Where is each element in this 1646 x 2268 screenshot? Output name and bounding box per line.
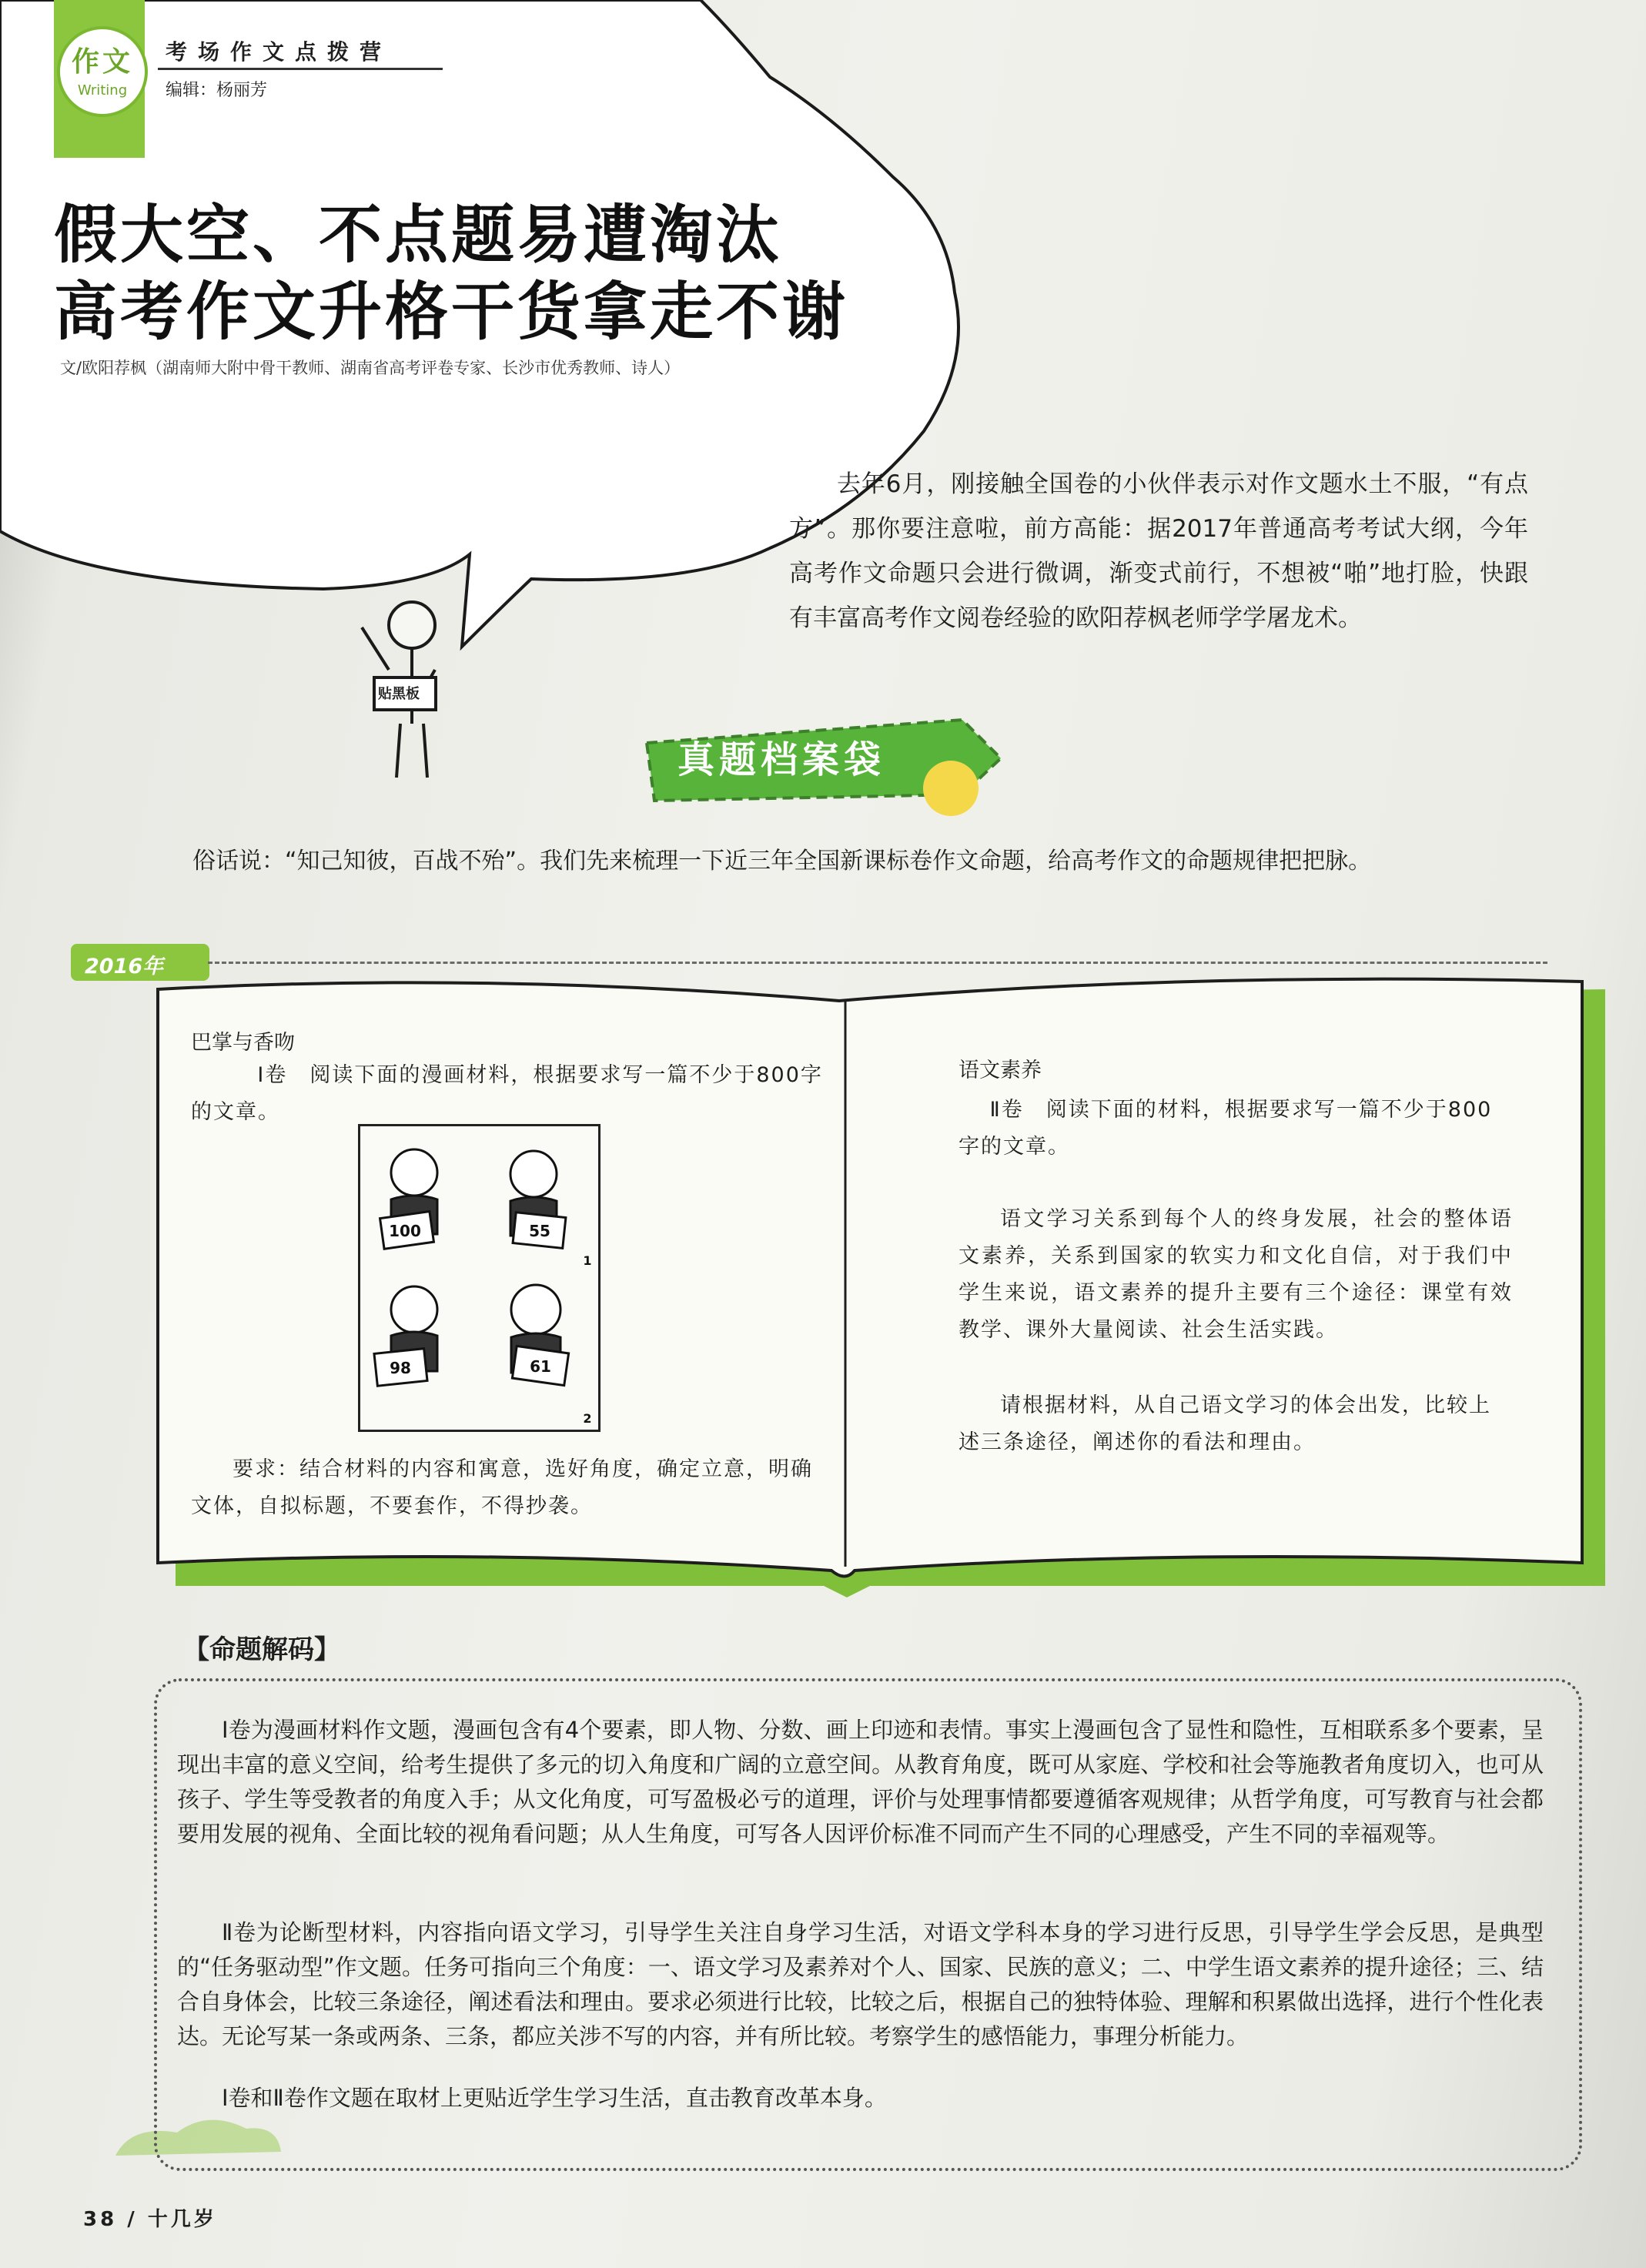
footer-slash: / [127, 2208, 148, 2231]
proverb-line: 俗话说：“知己知彼，百战不殆”。我们先来梳理一下近三年全国新课标卷作文命题，给高考作文的命题规律把把脉。 [192, 848, 1372, 875]
magazine-name: 十几岁 [147, 2208, 217, 2231]
comic-image [358, 1124, 601, 1432]
page-footer [83, 2203, 217, 2232]
page-number: 38 [83, 2208, 118, 2231]
comic-score-1: 100 [389, 1222, 421, 1240]
comic-score-3: 98 [390, 1359, 411, 1377]
analysis-paragraph-2: Ⅱ卷为论断型材料，内容指向语文学习，引导学生关注自身学习生活，对语文学科本身的学习进行反思，引导学生学会反思，是典型的“任务驱动型”作文题。任务可指向三个角度：一、语文学习及素养对个人、国家、民族的意义；二、中学生语文素养的提升途径；三、结合自身体会，比较三条途径，阐述看法和理由。要求必须进行比较，比较之后，根据自己的独特体验、理解和积累做出选择，进行个性化表达。无论写某一条或两条、三条，都应关涉不写的内容，并有所比较。考察学生的感悟能力，事理分析能力。 [177, 1919, 1544, 2049]
comic-number-1: 1 [583, 1253, 592, 1268]
badge-cn: 作文 [71, 46, 133, 78]
right-material: 语文学习关系到每个人的终身发展，社会的整体语文素养，关系到国家的软实力和文化自信，对于我们中学生来说，语文素养的提升主要有三个途径：课堂有效教学、课外大量阅读、社会生活实践。 [958, 1207, 1513, 1342]
comic-score-2: 55 [529, 1222, 550, 1240]
year-label: 2016年 [85, 955, 164, 978]
analysis-heading: 【命题解码】 [183, 1634, 340, 1665]
board-label: 贴黑板 [378, 686, 420, 702]
right-question: Ⅱ卷 阅读下面的材料，根据要求写一篇不少于800字的文章。 [958, 1098, 1493, 1159]
left-topic-title: 巴掌与香吻 [191, 1031, 295, 1055]
zuowen-badge [57, 26, 148, 117]
comic-drawing [360, 1126, 598, 1430]
year-divider [208, 962, 1547, 964]
column-name: 考场作文点拨营 [166, 39, 393, 65]
analysis-paragraph-3: Ⅰ卷和Ⅱ卷作文题在取材上更贴近学生学习生活，直击教育改革本身。 [222, 2085, 887, 2111]
intro-paragraph: 去年6月，刚接触全国卷的小伙伴表示对作文题水土不服，“有点方”。那你要注意啦，前方高能：据2017年普通高考考试大纲，今年高考作文命题只会进行微调，渐变式前行，不想被“啪”地打脸，快跟有丰富高考作文阅卷经验的欧阳荐枫老师学学屠龙术。 [789, 470, 1528, 632]
year-tag [71, 944, 209, 981]
comic-number-2: 2 [583, 1411, 592, 1426]
badge-en: Writing [77, 82, 128, 99]
section-banner: 真题档案袋 [677, 738, 886, 781]
analysis-paragraph-1: Ⅰ卷为漫画材料作文题，漫画包含有4个要素，即人物、分数、画上印迹和表情。事实上漫画包含了显性和隐性，互相联系多个要素，呈现出丰富的意义空间，给考生提供了多元的切入角度和广阔的立意空间。从教育角度，既可从家庭、学校和社会等施教者角度切入，也可从孩子、学生等受教者的角度入手；从文化角度，可写盈极必亏的道理，评价与处理事情都要遵循客观规律；从哲学角度，可写教育与社会都要用发展的视角、全面比较的视角看问题；从人生角度，可写各人因评价标准不同而产生不同的心理感受，产生不同的幸福观等。 [177, 1717, 1544, 1847]
right-instruction: 请根据材料，从自己语文学习的体会出发，比较上述三条途径，阐述你的看法和理由。 [958, 1393, 1491, 1454]
article-title-line2: 高考作文升格干货拿走不谢 [54, 276, 849, 349]
left-question: Ⅰ卷 阅读下面的漫画材料，根据要求写一篇不少于800字的文章。 [191, 1063, 823, 1124]
editor-credit: 编辑：杨丽芳 [166, 81, 268, 100]
article-title-line1: 假大空、不点题易遭淘汰 [54, 199, 783, 272]
byline: 文/欧阳荐枫（湖南师大附中骨干教师、湖南省高考评卷专家、长沙市优秀教师、诗人） [60, 359, 681, 377]
left-requirement: 要求：结合材料的内容和寓意，选好角度，确定立意，明确文体，自拟标题，不要套作，不得抄袭。 [191, 1457, 813, 1518]
right-topic-title: 语文素养 [958, 1059, 1042, 1082]
header-rule [158, 68, 443, 70]
comic-score-4: 61 [530, 1357, 551, 1376]
